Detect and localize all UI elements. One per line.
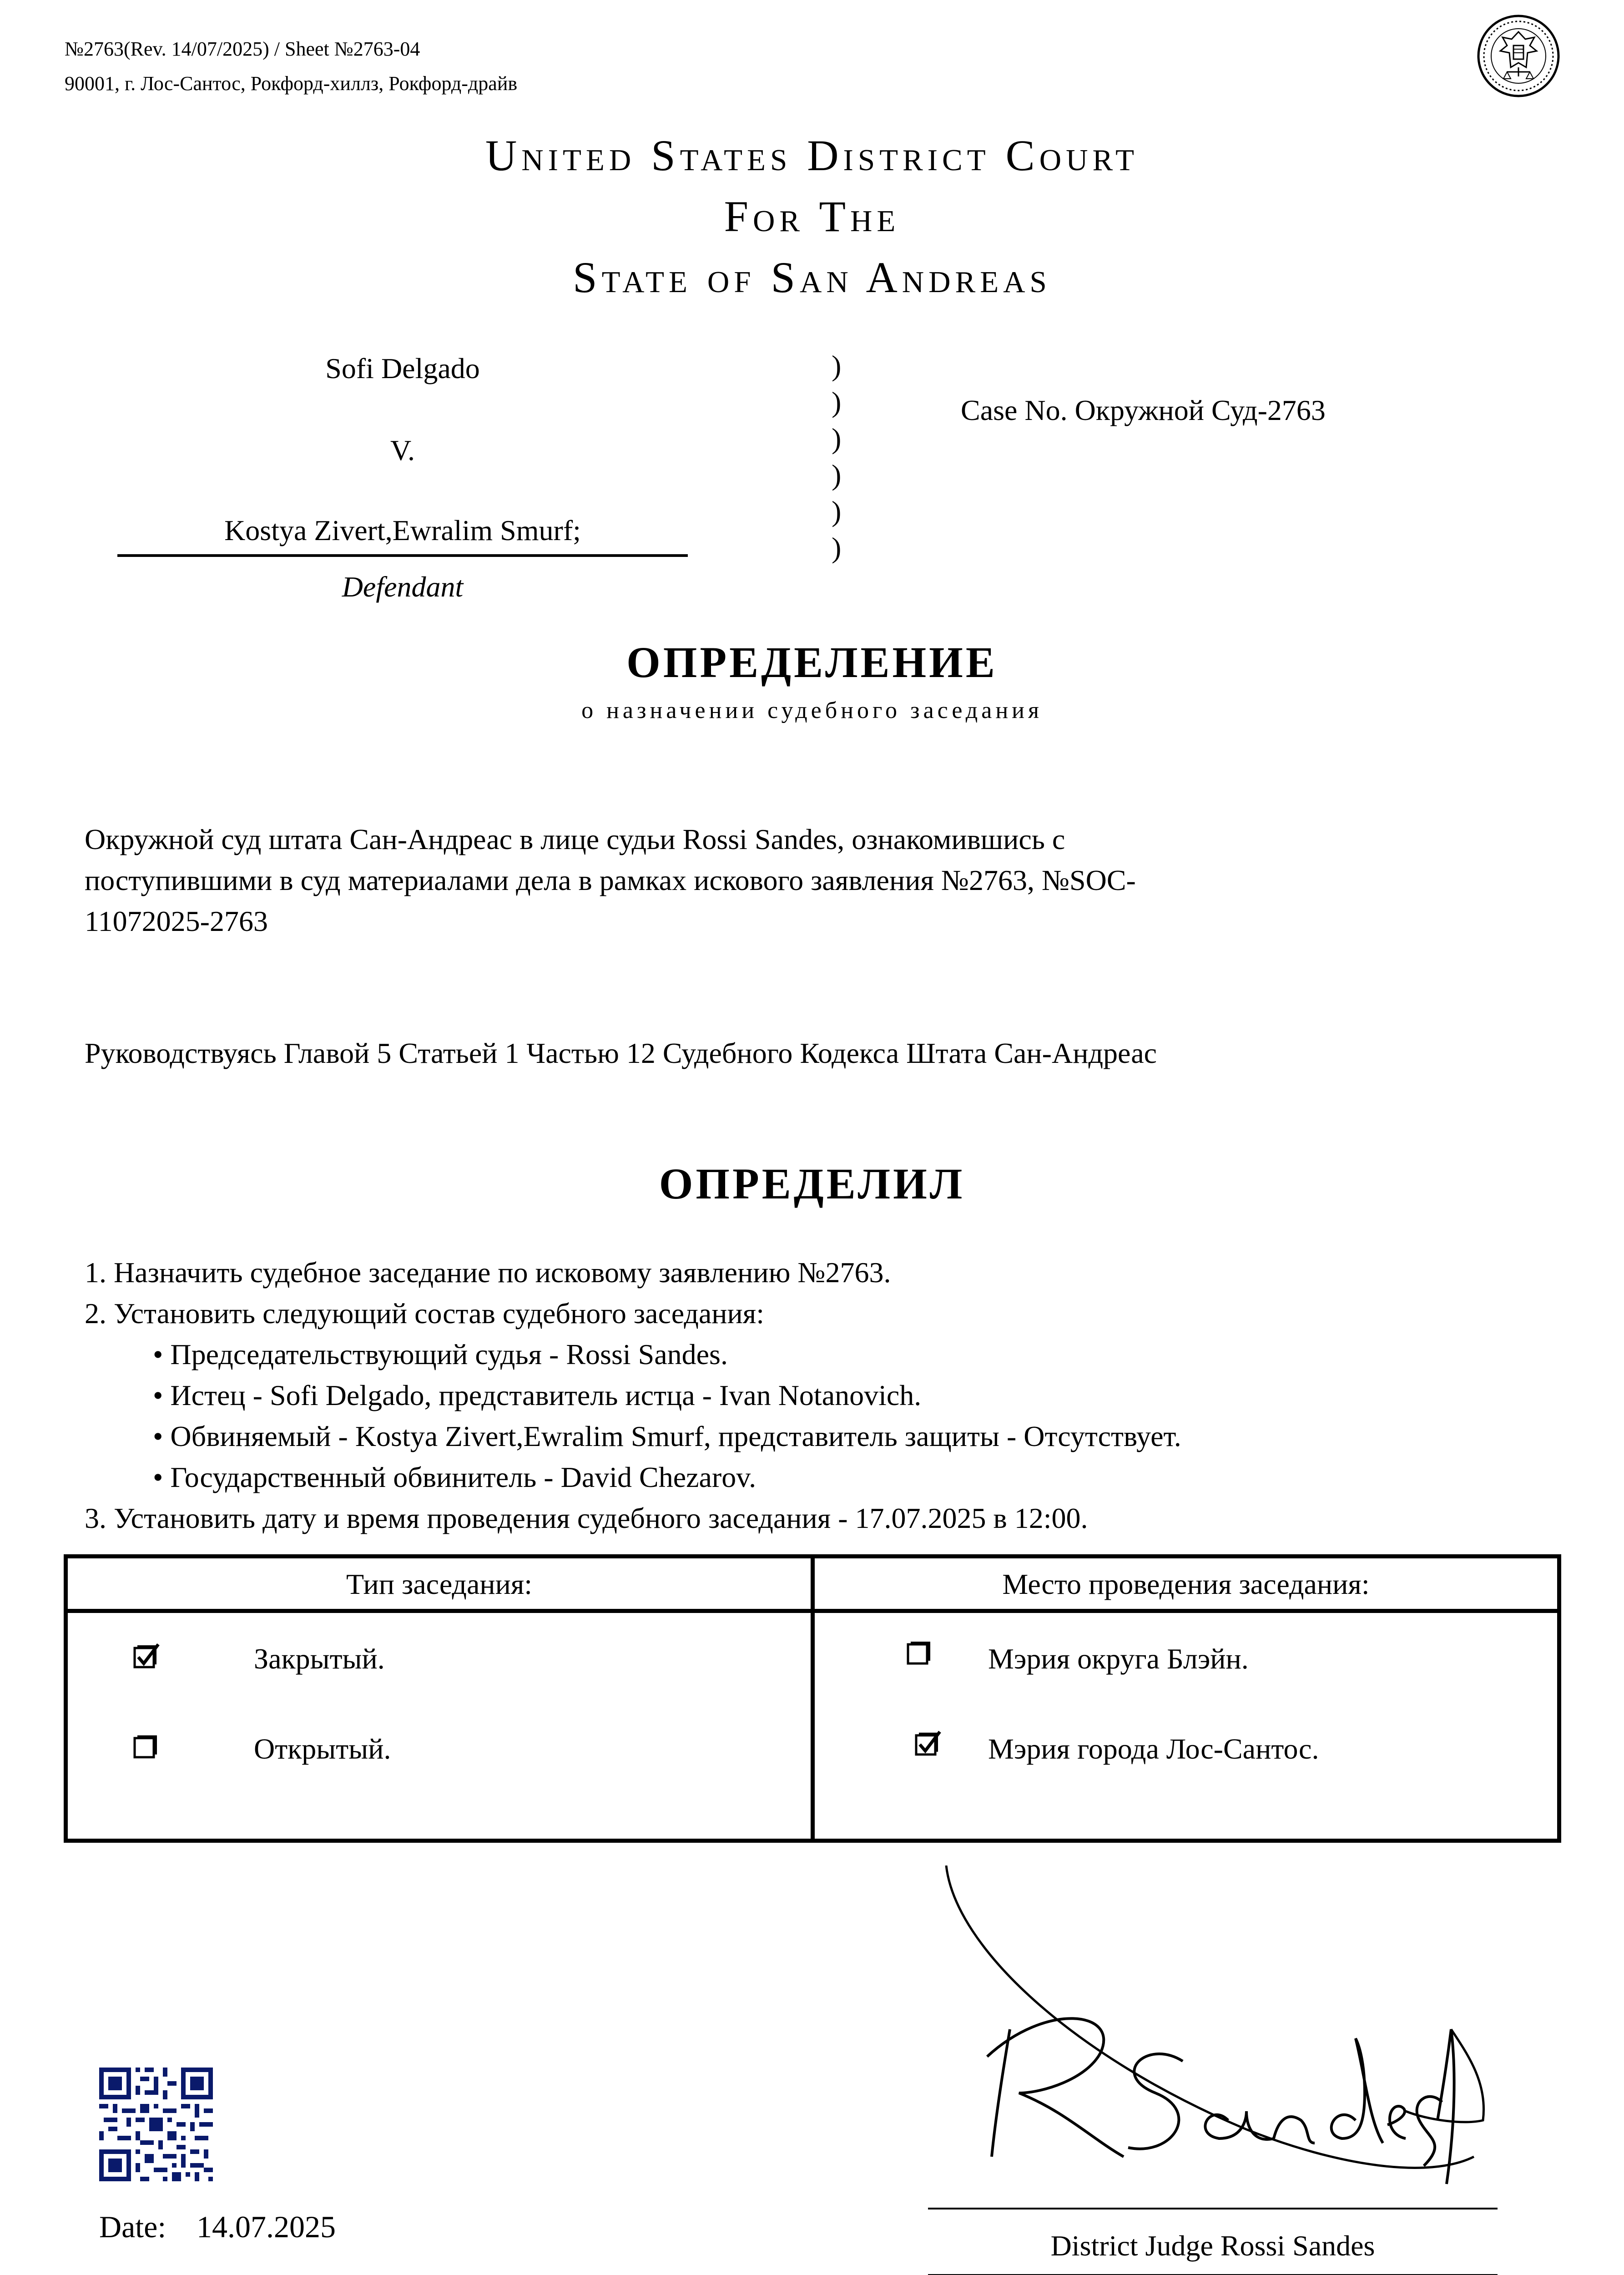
ruling-item: 3. Установить дату и время проведения судебного заседания - 17.07.2025 в 12:00. — [85, 1502, 1088, 1534]
ruling-subitem: • Государственный обвинитель - David Chezarov. — [153, 1461, 757, 1493]
ruling-subitem: • Истец - Sofi Delgado, представитель истца - Ivan Notanovich. — [153, 1379, 922, 1411]
court-address: 90001, г. Лос-Сантос, Рокфорд-хиллз, Рокфорд-драйв — [65, 72, 518, 95]
signature-line — [928, 2208, 1498, 2209]
table-divider-vertical — [811, 1554, 815, 1843]
table-header-location: Место проведения заседания: — [1002, 1568, 1370, 1600]
location-blaine-label: Мэрия округа Блэйн. — [988, 1643, 1249, 1675]
defendant-names: Kostya Zivert,Ewralim Smurf; — [224, 514, 581, 546]
caption-paren: ) — [832, 349, 842, 382]
plaintiff-name: Sofi Delgado — [325, 352, 480, 384]
document-title: ОПРЕДЕЛЕНИЕ — [626, 638, 998, 687]
ruling-item: 2. Установить следующий состав судебного заседания: — [85, 1297, 764, 1330]
location-los-santos-checkbox[interactable] — [913, 1729, 943, 1760]
location-los-santos-label: Мэрия города Лос-Сантос. — [988, 1733, 1319, 1765]
ruling-item: 1. Назначить судебное заседание по исковому заявлению №2763. — [85, 1256, 891, 1289]
session-type-open-checkbox[interactable] — [132, 1732, 161, 1763]
intro-line: поступившими в суд материалами дела в рамках искового заявления №2763, №SOC- — [85, 864, 1136, 896]
legal-basis: Руководствуясь Главой 5 Статьей 1 Частью 12 Судебного Кодекса Штата Сан-Андреас — [85, 1037, 1157, 1069]
court-name-line3: State of San Andreas — [573, 253, 1051, 302]
date-value: 14.07.2025 — [197, 2209, 336, 2244]
session-type-closed-label: Закрытый. — [254, 1643, 385, 1675]
ruling-subitem: • Обвиняемый - Kostya Zivert,Ewralim Smurf, представитель защиты - Отсутствует. — [153, 1420, 1181, 1452]
table-header-session-type: Тип заседания: — [346, 1568, 533, 1600]
ruling-title: ОПРЕДЕЛИЛ — [659, 1159, 965, 1208]
document-ref: №2763(Rev. 14/07/2025) / Sheet №2763-04 — [65, 38, 420, 60]
court-name-line2: For The — [724, 192, 900, 241]
location-blaine-checkbox[interactable] — [905, 1638, 934, 1669]
caption-paren: ) — [832, 531, 842, 564]
versus-label: V. — [390, 434, 415, 466]
judge-signature — [928, 1866, 1519, 2193]
caption-underline — [117, 554, 688, 557]
session-type-open-label: Открытый. — [254, 1733, 391, 1765]
judge-title: District Judge Rossi Sandes — [1050, 2230, 1375, 2262]
date-label: Date: — [99, 2209, 166, 2244]
qr-code-icon — [99, 2068, 213, 2181]
court-seal-icon — [1475, 13, 1562, 99]
intro-line: 11072025-2763 — [85, 905, 268, 937]
document-subtitle: о назначении судебного заседания — [581, 698, 1043, 723]
caption-paren: ) — [832, 386, 842, 418]
ruling-subitem: • Председательствующий судья - Rossi Sandes. — [153, 1338, 728, 1370]
caption-paren: ) — [832, 459, 842, 491]
defendant-role: Defendant — [342, 571, 464, 603]
court-name-line1: United States District Court — [485, 131, 1139, 180]
caption-paren: ) — [832, 495, 842, 527]
intro-line: Окружной суд штата Сан-Андреас в лице судьи Rossi Sandes, ознакомившись с — [85, 823, 1065, 855]
caption-paren: ) — [832, 422, 842, 455]
case-number: Case No. Окружной Суд-2763 — [961, 394, 1326, 426]
table-divider-horizontal — [64, 1609, 1561, 1613]
session-type-closed-checkbox[interactable] — [132, 1642, 161, 1673]
